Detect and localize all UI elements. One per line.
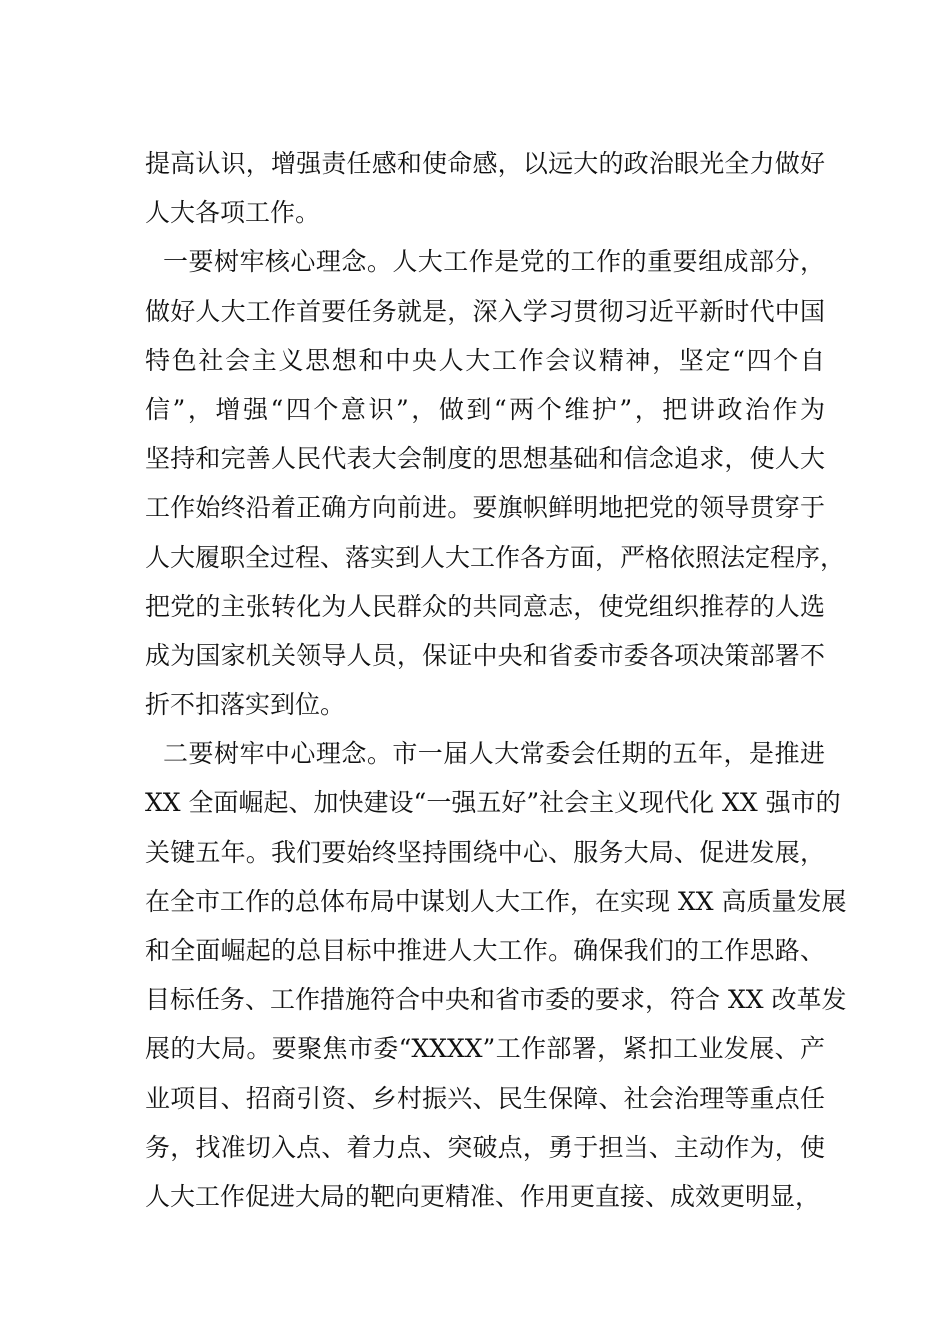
text-line: 目标任务、工作措施符合中央和省市委的要求，符合 XX 改革发 bbox=[145, 985, 847, 1015]
body-text bbox=[145, 139, 847, 1221]
text-line: 提高认识，增强责任感和使命感，以远大的政治眼光全力做好 bbox=[145, 149, 825, 178]
text-line: 把党的主张转化为人民群众的共同意志，使党组织推荐的人选 bbox=[145, 591, 825, 621]
text-line: 和全面崛起的总目标中推进人大工作。确保我们的工作思路、 bbox=[145, 936, 825, 965]
text-line: 一要树牢核心理念。人大工作是党的工作的重要组成部分， bbox=[163, 247, 825, 277]
text-line: 人大各项工作。 bbox=[145, 198, 321, 228]
text-line: 展的大局。要聚焦市委“XXXX”工作部署，紧扣工业发展、产 bbox=[145, 1034, 825, 1064]
paragraph-center-concept bbox=[145, 729, 847, 1221]
text-line: 坚持和完善人民代表大会制度的思想基础和信念追求，使人大 bbox=[145, 444, 825, 474]
text-line: 特色社会主义思想和中央人大工作会议精神，坚定“四个自 bbox=[145, 345, 825, 375]
text-line: 二要树牢中心理念。市一届人大常委会任期的五年，是推进 bbox=[163, 739, 825, 769]
text-line: 折不扣落实到位。 bbox=[145, 690, 346, 720]
text-line: 业项目、招商引资、乡村振兴、民生保障、社会治理等重点任 bbox=[145, 1083, 825, 1113]
text-line: 人大履职全过程、落实到人大工作各方面，严格依照法定程序， bbox=[145, 542, 846, 572]
text-line: 在全市工作的总体布局中谋划人大工作，在实现 XX 高质量发展 bbox=[145, 886, 847, 916]
text-line: 成为国家机关领导人员，保证中央和省委市委各项决策部署不 bbox=[145, 640, 825, 670]
text-line: 务，找准切入点、着力点、突破点，勇于担当、主动作为，使 bbox=[145, 1132, 825, 1162]
text-line: 人大工作促进大局的靶向更精准、作用更直接、成效更明显， bbox=[145, 1181, 821, 1211]
text-line: 信”，增强“四个意识”，做到“两个维护”，把讲政治作为 bbox=[145, 394, 825, 424]
text-line: 做好人大工作首要任务就是，深入学习贯彻习近平新时代中国 bbox=[145, 296, 825, 326]
text-line: 工作始终沿着正确方向前进。要旗帜鲜明地把党的领导贯穿于 bbox=[145, 493, 825, 523]
text-line: XX 全面崛起、加快建设“一强五好”社会主义现代化 XX 强市的 bbox=[145, 788, 841, 818]
text-line: 关键五年。我们要始终坚持围绕中心、服务大局、促进发展， bbox=[145, 837, 825, 867]
paragraph-intro bbox=[145, 139, 825, 237]
paragraph-core-concept bbox=[145, 237, 846, 729]
